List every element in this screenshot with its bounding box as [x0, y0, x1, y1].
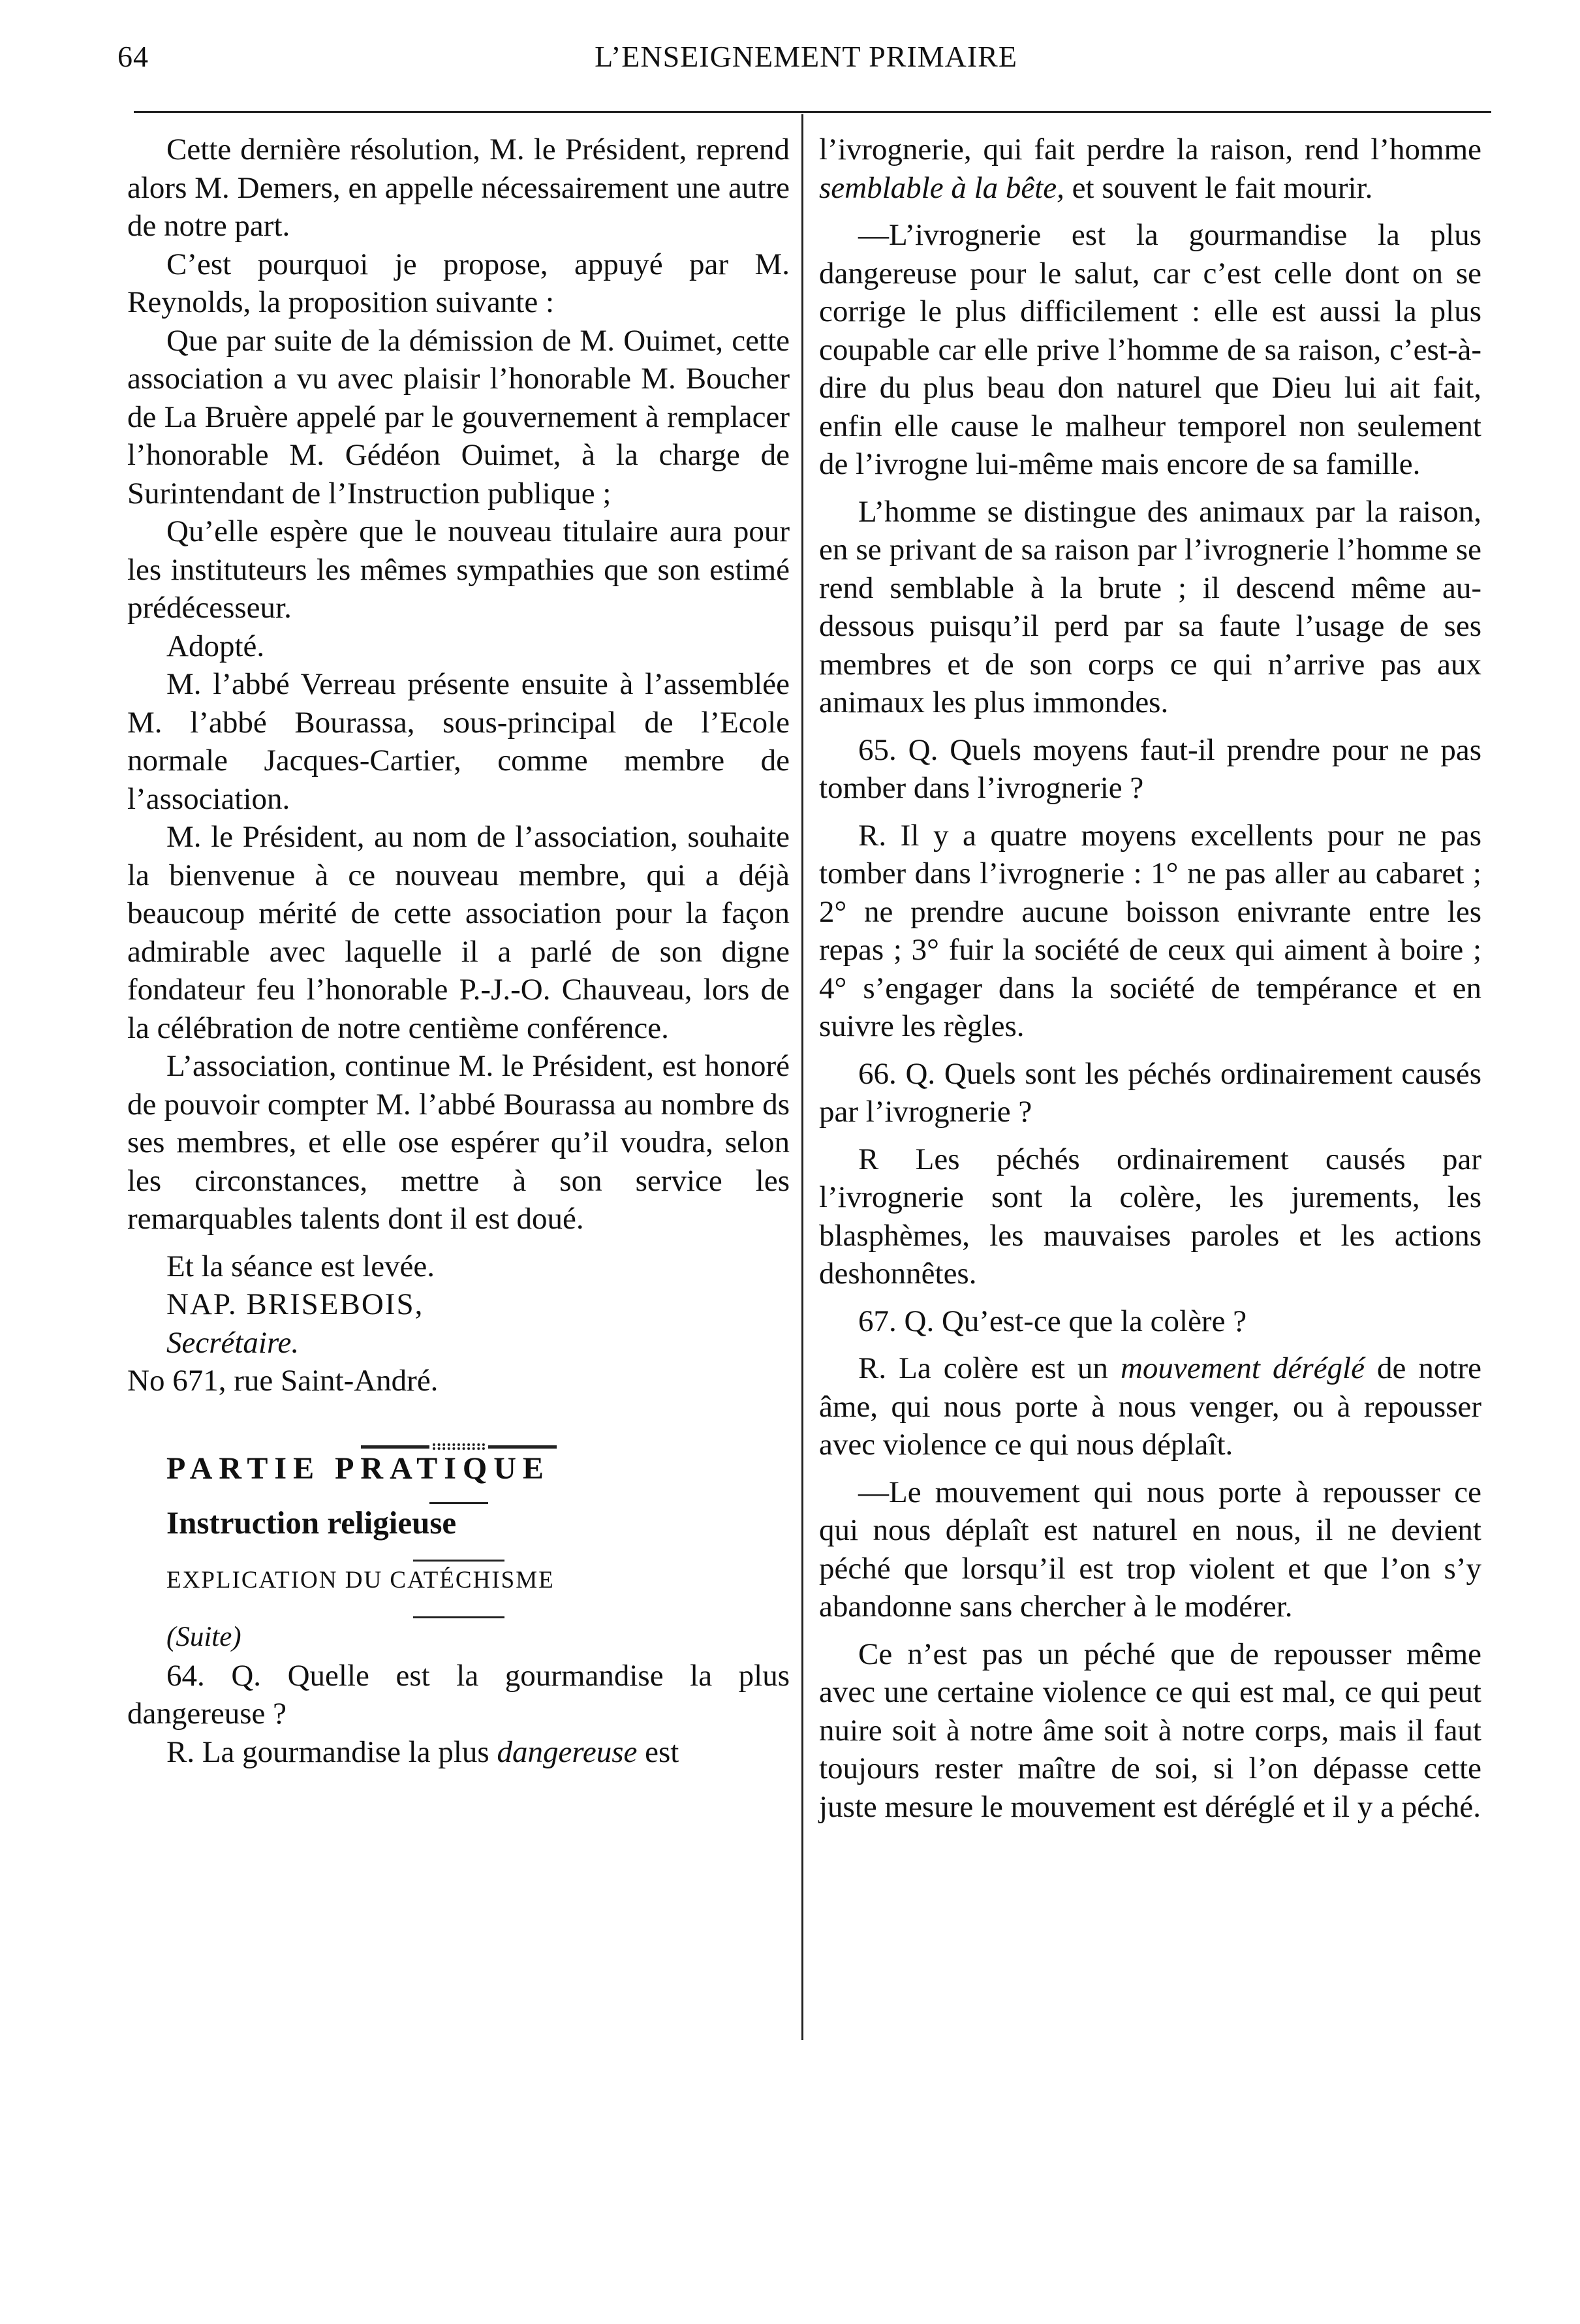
paragraph: —Le mouvement qui nous porte à repousser ce qui nous déplaît est naturel en nous, il ne devient péché que lorsqu’il est trop violent et que l’on s’y abandonne sans chercher à le modérer.: [819, 1475, 1481, 1624]
paragraph: —L’ivrognerie est la gourmandise la plus dangereuse pour le salut, car c’est celle dont on se corrige le plus difficilement : elle est aussi la plus coupable car elle prive l’homme de sa raison, c’est-à-dire du plus beau don naturel que Dieu lui ait fait, enfin elle cause le malheur temporel non seulement de l’ivrogne lui-même mais encore de sa famille.: [819, 218, 1481, 481]
column-divider: [801, 114, 803, 2040]
paragraph: Et la séance est levée.: [166, 1249, 435, 1283]
paragraph: L’homme se distingue des animaux par la raison, en se privant de sa raison par l’ivrognerie l’homme se rend semblable à la brute ; il descend même au-dessous puisqu’il perd par sa faute l’usage de ses membres et de son corps ce qui n’arrive pas aux animaux les plus immondes.: [819, 494, 1481, 719]
paragraph: C’est pourquoi je propose, appuyé par M. Reynolds, la proposition suivante :: [127, 247, 790, 319]
paragraph: Qu’elle espère que le nouveau titulaire aura pour les instituteurs les mêmes sympathies que son estimé prédécesseur.: [127, 514, 790, 625]
paragraph-text: l’ivrognerie, qui fait perdre la raison, rend l’homme: [819, 133, 1481, 166]
answer-emphasis: mouvement déréglé: [1120, 1351, 1365, 1385]
paragraph-text: et souvent le fait mourir.: [1064, 170, 1373, 205]
paragraph: Adopté.: [166, 629, 265, 663]
question-65: 65. Q. Quels moyens faut-il prendre pour ne pas tomber dans l’ivrognerie ?: [819, 732, 1481, 805]
ornament-divider: [361, 1443, 557, 1450]
right-column: [819, 131, 1481, 1826]
page-header: [117, 34, 1495, 86]
question-66: 66. Q. Quels sont les péchés ordinairement causés par l’ivrognerie ?: [819, 1056, 1481, 1129]
question-67: 67. Q. Qu’est-ce que la colère ?: [858, 1304, 1247, 1338]
paragraph: Ce n’est pas un péché que de repousser même avec une certaine violence ce qui est mal, ce qui peut nuire soit à notre âme soit à notre corps, mais il faut toujours rester maître de soi, si l’on dépasse cette juste mesure le mouvement est déréglé et il y a péché.: [819, 1637, 1481, 1824]
subheading: EXPLICATION DU CATÉCHISME: [166, 1566, 555, 1594]
signature-name: NAP. BRISEBOIS,: [166, 1287, 424, 1321]
address: No 671, rue Saint-André.: [127, 1364, 439, 1398]
paragraph: M. le Président, au nom de l’association, souhaite la bienvenue à ce nouveau membre, qui a déjà beaucoup mérité de cette association pour la façon admirable avec laquelle il a parlé de son digne fondateur feu l’honorable P.-J.-O. Chauveau, lors de la célébration de notre centième conférence.: [127, 820, 790, 1045]
page-number: 64: [117, 40, 149, 73]
question-64: 64. Q. Quelle est la gourmandise la plus dangereuse ?: [127, 1658, 790, 1731]
section-title: PARTIE PRATIQUE: [166, 1451, 550, 1486]
answer-text: est: [637, 1735, 679, 1769]
left-column: [127, 131, 790, 1771]
paragraph: L’association, continue M. le Président, est honoré de pouvoir compter M. l’abbé Bourassa au nombre ds ses membres, et elle ose espérer qu’il voudra, selon les circonstances, mettre à son service les remarquables talents dont il est doué.: [127, 1049, 790, 1236]
answer-66: R Les péchés ordinairement causés par l’ivrognerie sont la colère, les jurements, les blasphèmes, les mauvaises paroles et les actions deshonnêtes.: [819, 1142, 1481, 1291]
paragraph: Que par suite de la démission de M. Ouimet, cette association a vu avec plaisir l’honorable M. Boucher de La Bruère appelé par le gouvernement à remplacer l’honorable M. Gédéon Ouimet, à la charge de Surintendant de l’Instruction publique ;: [127, 323, 790, 510]
paragraph: M. l’abbé Verreau présente ensuite à l’assemblée M. l’abbé Bourassa, sous-principal de l’Ecole normale Jacques-Cartier, comme membre de l’association.: [127, 667, 790, 816]
answer-67: [819, 1349, 1481, 1464]
continued-label: (Suite): [166, 1622, 241, 1652]
paragraph: Cette dernière résolution, M. le Président, reprend alors M. Demers, en appelle nécessairement une autre de notre part.: [127, 133, 790, 243]
subsection-title: Instruction religieuse: [166, 1505, 457, 1541]
header-rule: [134, 111, 1491, 113]
running-title: L’ENSEIGNEMENT PRIMAIRE: [595, 40, 1017, 73]
signature-title: Secrétaire.: [166, 1325, 300, 1360]
answer-emphasis: dangereuse: [497, 1735, 638, 1769]
answer-text: de notre âme, qui nous porte à nous venger, ou à repousser avec violence ce qui nous déplaît.: [819, 1351, 1481, 1462]
answer-text: R. La gourmandise la plus: [166, 1735, 497, 1769]
answer-text: R. La colère est un: [858, 1351, 1121, 1385]
paragraph: [819, 131, 1481, 207]
answer-64: [127, 1733, 790, 1772]
paragraph-emphasis: semblable à la bête,: [819, 170, 1064, 205]
answer-65: R. Il y a quatre moyens excellents pour ne pas tomber dans l’ivrognerie : 1° ne pas aller au cabaret ; 2° ne prendre aucune boisson enivrante entre les repas ; 3° fuir la société de ceux qui aiment à boire ; 4° s’engager dans la société de tempérance et en suivre les règles.: [819, 818, 1481, 1043]
